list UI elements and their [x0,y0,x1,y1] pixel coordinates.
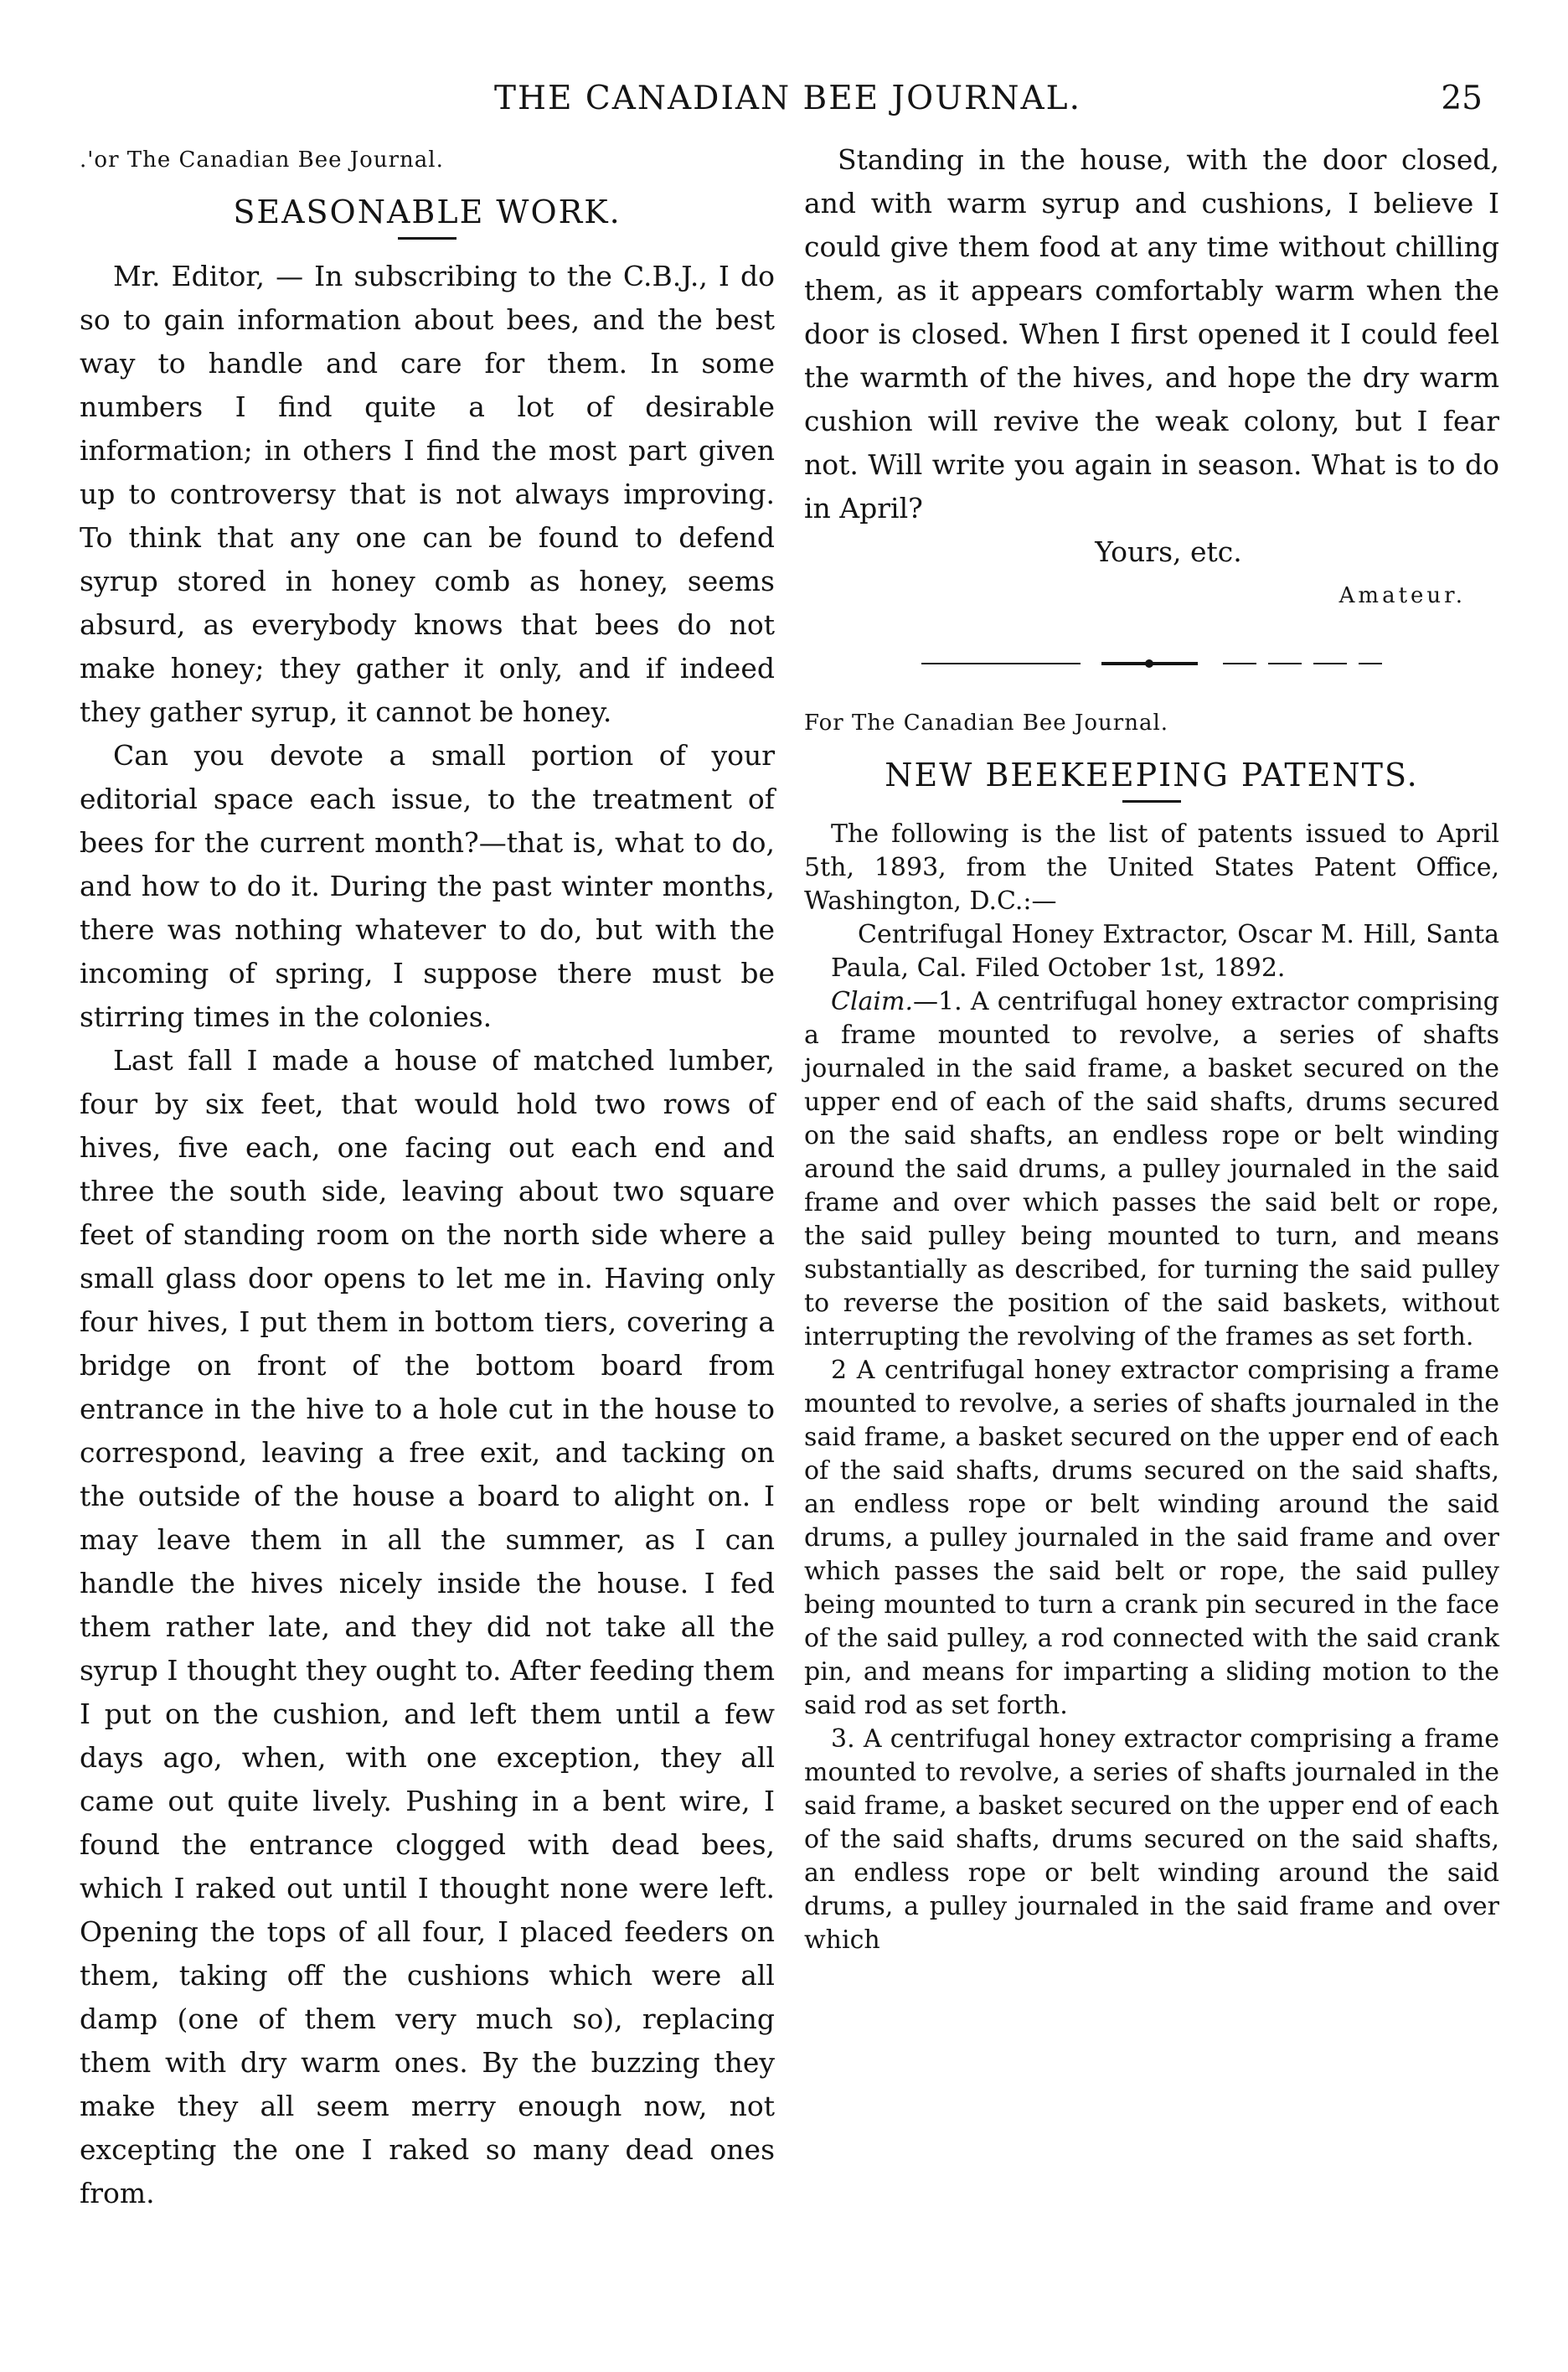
journal-title: THE CANADIAN BEE JOURNAL. [494,80,1081,117]
article1-for-line: .'or The Canadian Bee Journal. [80,147,444,173]
claim-1 [804,985,1499,1354]
title-rule-2 [1122,800,1181,803]
article1-signature: Amateur. [1338,583,1466,608]
claim-2: 2 A centrifugal honey extractor comprising a frame mounted to revolve, a series of shafts journaled in the said frame, a basket secured on the upper end of each of the said shafts, drums secured on the said shafts, an endless rope or belt winding around the said drums, a pulley journaled in the said frame and over which passes the said belt or rope, the said pulley being mounted to turn a crank pin secured in the face of the said pulley, a rod connected with the said crank pin, and means for imparting a sliding motion to the said rod as set forth. [804,1356,1499,1720]
article1-paragraph-4: Standing in the house, with the door closed, and with warm syrup and cushions, I believe I could give them food at any time without chilling them, as it appears comfortably warm when the door is closed. When I first opened it I could feel the warmth of the hives, and hope the dry warm cushion will revive the weak colony, but I fear not. Will write you again in season. What is to do in April? [804,143,1499,525]
article1-paragraph-2: Can you devote a small portion of your editorial space each issue, to the treatment of bees for the current month?—that is, what to do, and how to do it. During the past winter months, there was nothing whatever to do, but with the incoming of spring, I suppose there must be stirring times in the colonies. [80,739,775,1033]
patents-intro: The following is the list of patents issued to April 5th, 1893, from the United States Patent Office, Washington, D.C.:— [804,819,1499,916]
article2-title: NEW BEEKEEPING PATENTS. [885,757,1419,793]
section-divider [804,643,1499,685]
claim-1-text: —1. A centrifugal honey extractor comprising a frame mounted to revolve, a series of shafts journaled in the said frame, a basket secured on the upper end of each of the said shafts, drums secured on the said shafts, an endless rope or belt winding around the said drums, a pulley journaled in the said frame and over which passes the said belt or rope, the said pulley being mounted to turn, and means substantially as described, for turning the said pulley to reverse the position of the said baskets, without interrupting the revolving of the frames as set forth. [804,987,1499,1351]
title-rule [398,237,456,240]
patent-entry: Centrifugal Honey Extractor, Oscar M. Hill, Santa Paula, Cal. Filed October 1st, 1892. [831,920,1499,983]
patent-list [804,818,1499,1957]
ornamental-rule-icon [921,655,1382,672]
claim-label: Claim. [831,987,914,1016]
article1-paragraph-1: Mr. Editor, — In subscribing to the C.B.J., I do so to gain information about bees, and the best way to handle and care for them. In some numbers I find quite a lot of desirable information; in others I find the most part given up to controversy that is not always improving. To think that any one can be found to defend syrup stored in honey comb as honey, seems absurd, as everybody knows that bees do not make honey; they gather it only, and if indeed they gather syrup, it cannot be honey. [80,260,775,728]
article1-signoff: Yours, etc. [1095,535,1242,568]
left-column [80,138,775,2215]
article1-title: SEASONABLE WORK. [233,194,622,230]
claim-3: 3. A centrifugal honey extractor comprising a frame mounted to revolve, a series of shafts journaled in the said frame, a basket secured on the upper end of each of the said shafts, drums secured on the said shafts, an endless rope or belt winding around the said drums, a pulley journaled in the said frame and over which [804,1724,1499,1955]
article2-for-line: For The Canadian Bee Journal. [804,711,1169,736]
article1-paragraph-3: Last fall I made a house of matched lumber, four by six feet, that would hold two rows of hives, five each, one facing out each end and three the south side, leaving about two square feet of standing room on the north side where a small glass door opens to let me in. Having only four hives, I put them in bottom tiers, covering a bridge on front of the bottom board from entrance in the hive to a hole cut in the house to correspond, leaving a free exit, and tacking on the outside of the house a board to alight on. I may leave them in all the summer, as I can handle the hives nicely inside the house. I fed them rather late, and they did not take all the syrup I thought they ought to. After feeding them I put on the cushion, and left them until a few days ago, when, with one exception, they all came out quite lively. Pushing in a bent wire, I found the entrance clogged with dead bees, which I raked out until I thought none were left. Opening the tops of all four, I placed feeders on them, taking off the cushions which were all damp (one of them very much so), replacing them with dry warm ones. By the buzzing they make they all seem merry enough now, not excepting the one I raked so many dead ones from. [80,1044,775,2209]
page-header [494,80,1483,138]
right-column [804,138,1499,1957]
page-number: 25 [1441,80,1483,117]
